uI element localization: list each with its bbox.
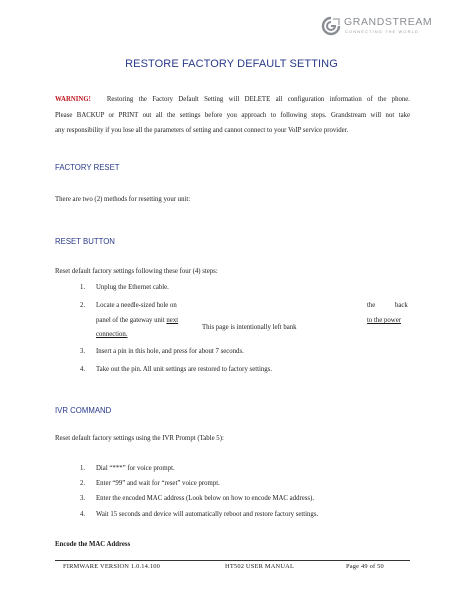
footer-divider: [55, 560, 410, 561]
footer-firmware: FIRMWARE VERSION 1.0.14.100: [63, 563, 161, 570]
factory-reset-intro: There are two (2) methods for resetting your unit:: [55, 196, 191, 203]
warning-label: WARNING!: [55, 96, 91, 103]
ivr-intro: Reset default factory settings using the IVR Prompt (Table 5):: [55, 435, 224, 442]
reset-step-2-link-power[interactable]: to the power: [367, 317, 401, 324]
ivr-command-heading: IVR COMMAND: [55, 406, 112, 415]
reset-step-2-line-2: [96, 317, 178, 324]
grandstream-logo-icon: [321, 16, 341, 36]
ivr-step-3-number: 3.: [80, 495, 86, 502]
encode-mac-heading: Encode the MAC Address: [55, 541, 131, 548]
logo-tagline: CONNECTING THE WORLD: [345, 29, 419, 34]
logo-name: GRANDSTREAM: [344, 16, 433, 28]
reset-step-2-word-back: back: [395, 302, 408, 309]
ivr-step-1-number: 1.: [80, 465, 86, 472]
warning-line-1: Restoring the Factory Default Setting will DELETE all configuration information of the phone.: [106, 96, 410, 103]
reset-step-2-link-next[interactable]: next: [166, 317, 179, 324]
factory-reset-heading: FACTORY RESET: [55, 163, 120, 172]
reset-step-1-number: 1.: [80, 284, 86, 291]
ivr-step-1-text: Dial “***” for voice prompt.: [96, 465, 175, 472]
ivr-step-2-number: 2.: [80, 480, 86, 487]
warning-paragraph: [55, 92, 410, 139]
blank-page-note: This page is intentionally left bank: [202, 324, 297, 331]
ivr-step-2-text: Enter “99” and wait for “reset” voice prompt.: [96, 480, 220, 487]
reset-step-2-line-2-text: panel of the gateway unit: [96, 317, 165, 324]
reset-step-4-text: Take out the pin. All unit settings are restored to factory settings.: [96, 366, 273, 373]
ivr-step-3-text: Enter the encoded MAC address (Look below on how to encode MAC address).: [96, 495, 315, 502]
page-title: RESTORE FACTORY DEFAULT SETTING: [125, 58, 338, 70]
reset-step-2-link-connection[interactable]: connection.: [96, 331, 128, 338]
ivr-step-4-text: Wait 15 seconds and device will automatically reboot and restore factory settings.: [96, 511, 319, 518]
reset-button-heading: RESET BUTTON: [55, 237, 115, 246]
warning-line-3: any responsibility if you lose all the parameters of setting and cannot connect to your VoIP service provider.: [55, 127, 349, 134]
ivr-step-4-number: 4.: [80, 511, 86, 518]
reset-step-3-text: Insert a pin in this hole, and press for about 7 seconds.: [96, 348, 244, 355]
reset-step-2-word-the: the: [367, 302, 376, 309]
reset-button-intro: Reset default factory settings following these four (4) steps:: [55, 268, 218, 275]
reset-step-1-text: Unplug the Ethernet cable.: [96, 284, 169, 291]
reset-step-3-number: 3.: [80, 348, 86, 355]
footer-manual: HT502 USER MANUAL: [225, 563, 295, 570]
reset-step-2-number: 2.: [80, 302, 86, 309]
reset-step-2-line-1: Locate a needle-sized hole on: [96, 302, 177, 309]
footer-page-number: Page 49 of 50: [346, 563, 384, 570]
grandstream-logo: [321, 15, 441, 37]
warning-line-2: Please BACKUP or PRINT out all the settings before you approach to following steps. Grandstream will not take: [55, 111, 410, 119]
reset-step-4-number: 4.: [80, 366, 86, 373]
